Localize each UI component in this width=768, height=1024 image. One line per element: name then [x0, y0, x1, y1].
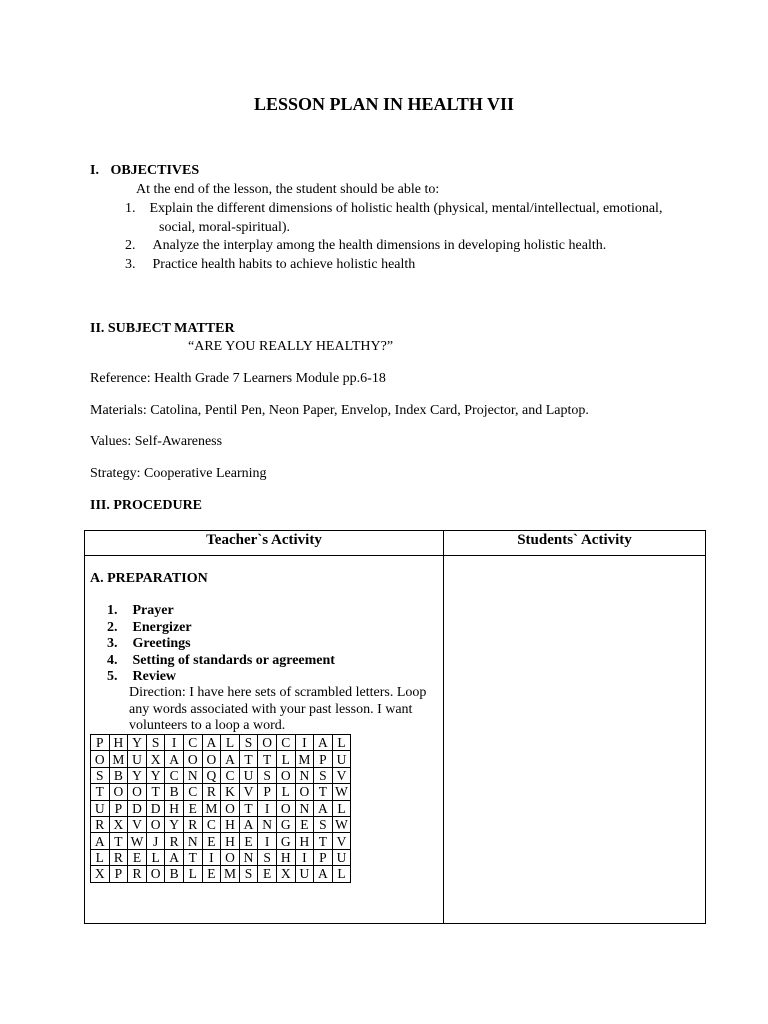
- grid-cell[interactable]: I: [258, 800, 277, 816]
- grid-cell[interactable]: O: [221, 849, 240, 865]
- grid-cell[interactable]: L: [221, 735, 240, 751]
- objective-text: Practice health habits to achieve holistic health: [152, 257, 416, 272]
- grid-cell[interactable]: S: [258, 849, 277, 865]
- objective-item-3: [125, 257, 415, 273]
- objective-num: 2.: [125, 238, 136, 253]
- grid-cell[interactable]: T: [109, 833, 128, 849]
- header-divider: [85, 555, 705, 556]
- grid-cell[interactable]: E: [202, 866, 221, 882]
- grid-cell[interactable]: C: [165, 767, 184, 783]
- grid-row: [91, 784, 351, 800]
- reference-line: Reference: Health Grade 7 Learners Module pp.6-18: [90, 371, 386, 386]
- grid-cell[interactable]: N: [295, 767, 314, 783]
- step-review: [107, 669, 176, 685]
- grid-cell[interactable]: N: [183, 833, 202, 849]
- grid-cell[interactable]: W: [332, 784, 351, 800]
- step-standards: [107, 653, 335, 669]
- grid-cell[interactable]: X: [146, 751, 165, 767]
- grid-cell[interactable]: O: [221, 800, 240, 816]
- grid-cell[interactable]: M: [202, 800, 221, 816]
- step-num: 4.: [107, 653, 118, 668]
- grid-row: [91, 833, 351, 849]
- grid-cell[interactable]: S: [239, 735, 258, 751]
- grid-cell[interactable]: H: [276, 849, 295, 865]
- grid-cell[interactable]: E: [258, 866, 277, 882]
- grid-cell[interactable]: S: [146, 735, 165, 751]
- grid-cell[interactable]: G: [276, 833, 295, 849]
- grid-row: [91, 800, 351, 816]
- grid-cell[interactable]: L: [332, 866, 351, 882]
- grid-cell[interactable]: Y: [128, 735, 147, 751]
- step-label: Prayer: [132, 603, 174, 618]
- grid-cell[interactable]: C: [221, 767, 240, 783]
- grid-cell[interactable]: C: [183, 735, 202, 751]
- grid-cell[interactable]: H: [221, 816, 240, 832]
- grid-cell[interactable]: R: [109, 849, 128, 865]
- grid-cell[interactable]: L: [276, 784, 295, 800]
- grid-cell[interactable]: I: [295, 849, 314, 865]
- materials-line: Materials: Catolina, Pentil Pen, Neon Paper, Envelop, Index Card, Projector, and Laptop.: [90, 403, 589, 418]
- step-num: 5.: [107, 669, 118, 684]
- grid-cell[interactable]: S: [91, 767, 110, 783]
- grid-cell[interactable]: T: [239, 751, 258, 767]
- grid-cell[interactable]: X: [276, 866, 295, 882]
- grid-cell[interactable]: L: [91, 849, 110, 865]
- grid-cell[interactable]: Y: [165, 816, 184, 832]
- grid-cell[interactable]: L: [276, 751, 295, 767]
- direction-line-3: volunteers to a loop a word.: [129, 718, 286, 733]
- grid-cell[interactable]: H: [165, 800, 184, 816]
- grid-cell[interactable]: A: [314, 866, 333, 882]
- grid-cell[interactable]: L: [332, 800, 351, 816]
- grid-cell[interactable]: W: [128, 833, 147, 849]
- grid-cell[interactable]: B: [109, 767, 128, 783]
- direction-line-2: any words associated with your past lesson. I want: [129, 702, 413, 717]
- grid-cell[interactable]: O: [91, 751, 110, 767]
- grid-cell[interactable]: P: [314, 849, 333, 865]
- values-line: Values: Self-Awareness: [90, 434, 223, 449]
- grid-cell[interactable]: O: [295, 784, 314, 800]
- step-energizer: [107, 620, 192, 636]
- step-num: 2.: [107, 620, 118, 635]
- grid-cell[interactable]: V: [332, 833, 351, 849]
- grid-cell[interactable]: P: [314, 751, 333, 767]
- grid-cell[interactable]: H: [109, 735, 128, 751]
- grid-cell[interactable]: S: [239, 866, 258, 882]
- grid-cell[interactable]: C: [202, 816, 221, 832]
- grid-cell[interactable]: C: [276, 735, 295, 751]
- objectives-heading-label: OBJECTIVES: [110, 163, 200, 178]
- step-greetings: [107, 636, 191, 652]
- grid-cell[interactable]: A: [165, 751, 184, 767]
- grid-cell[interactable]: T: [146, 784, 165, 800]
- objective-text: Analyze the interplay among the health dimensions in developing holistic health.: [152, 238, 607, 253]
- grid-cell[interactable]: Y: [146, 767, 165, 783]
- grid-cell[interactable]: S: [314, 767, 333, 783]
- procedure-heading: III. PROCEDURE: [90, 498, 203, 513]
- grid-cell[interactable]: T: [314, 833, 333, 849]
- grid-cell[interactable]: E: [128, 849, 147, 865]
- grid-cell[interactable]: N: [295, 800, 314, 816]
- column-divider: [443, 531, 444, 923]
- grid-cell[interactable]: M: [221, 866, 240, 882]
- word-search-grid: [90, 734, 351, 883]
- objective-item-2: [125, 238, 606, 254]
- grid-cell[interactable]: Q: [202, 767, 221, 783]
- grid-cell[interactable]: I: [295, 735, 314, 751]
- grid-row: [91, 866, 351, 882]
- step-label: Greetings: [132, 636, 191, 651]
- grid-cell[interactable]: P: [109, 866, 128, 882]
- grid-cell[interactable]: T: [91, 784, 110, 800]
- step-label: Review: [132, 669, 177, 684]
- objective-num: 1.: [125, 201, 136, 216]
- step-prayer: [107, 603, 174, 619]
- grid-cell[interactable]: D: [146, 800, 165, 816]
- grid-cell[interactable]: J: [146, 833, 165, 849]
- grid-cell[interactable]: A: [239, 816, 258, 832]
- objectives-heading: [90, 163, 199, 179]
- grid-cell[interactable]: U: [239, 767, 258, 783]
- strategy-line: Strategy: Cooperative Learning: [90, 466, 267, 481]
- grid-cell[interactable]: I: [165, 735, 184, 751]
- grid-cell[interactable]: Y: [128, 767, 147, 783]
- step-num: 3.: [107, 636, 118, 651]
- grid-cell[interactable]: X: [109, 816, 128, 832]
- direction-line-1: Direction: I have here sets of scrambled letters. Loop: [129, 685, 427, 700]
- grid-row: [91, 767, 351, 783]
- step-label: Energizer: [132, 620, 192, 635]
- grid-cell[interactable]: X: [91, 866, 110, 882]
- grid-cell[interactable]: R: [183, 816, 202, 832]
- grid-cell[interactable]: R: [91, 816, 110, 832]
- subject-matter-topic: “ARE YOU REALLY HEALTHY?”: [188, 339, 394, 354]
- grid-cell[interactable]: O: [276, 800, 295, 816]
- grid-cell[interactable]: O: [276, 767, 295, 783]
- teacher-activity-header: Teacher`s Activity: [206, 532, 322, 548]
- grid-cell[interactable]: L: [146, 849, 165, 865]
- grid-row: [91, 816, 351, 832]
- grid-cell[interactable]: L: [183, 866, 202, 882]
- grid-cell[interactable]: U: [332, 849, 351, 865]
- grid-cell[interactable]: P: [258, 784, 277, 800]
- grid-cell[interactable]: T: [258, 751, 277, 767]
- grid-cell[interactable]: N: [239, 849, 258, 865]
- grid-cell[interactable]: V: [239, 784, 258, 800]
- grid-cell[interactable]: U: [295, 866, 314, 882]
- grid-cell[interactable]: O: [183, 751, 202, 767]
- grid-cell[interactable]: A: [314, 800, 333, 816]
- objectives-intro: At the end of the lesson, the student should be able to:: [136, 182, 440, 197]
- students-activity-header: Students` Activity: [517, 532, 632, 548]
- grid-cell[interactable]: E: [239, 833, 258, 849]
- grid-cell[interactable]: A: [91, 833, 110, 849]
- grid-cell[interactable]: T: [239, 800, 258, 816]
- grid-cell[interactable]: H: [295, 833, 314, 849]
- grid-row: [91, 849, 351, 865]
- grid-cell[interactable]: C: [183, 784, 202, 800]
- grid-cell[interactable]: O: [146, 866, 165, 882]
- grid-cell[interactable]: G: [276, 816, 295, 832]
- grid-cell[interactable]: O: [109, 784, 128, 800]
- grid-cell[interactable]: P: [109, 800, 128, 816]
- page-title: LESSON PLAN IN HEALTH VII: [253, 94, 515, 114]
- grid-cell[interactable]: A: [202, 735, 221, 751]
- grid-cell[interactable]: W: [332, 816, 351, 832]
- grid-cell[interactable]: K: [221, 784, 240, 800]
- grid-cell[interactable]: V: [332, 767, 351, 783]
- grid-cell[interactable]: T: [314, 784, 333, 800]
- grid-cell[interactable]: M: [109, 751, 128, 767]
- objective-num: 3.: [125, 257, 136, 272]
- grid-row: [91, 751, 351, 767]
- grid-cell[interactable]: N: [258, 816, 277, 832]
- grid-cell[interactable]: P: [91, 735, 110, 751]
- grid-cell[interactable]: L: [332, 735, 351, 751]
- step-label: Setting of standards or agreement: [132, 653, 335, 668]
- grid-cell[interactable]: I: [202, 849, 221, 865]
- grid-cell[interactable]: D: [128, 800, 147, 816]
- grid-cell[interactable]: S: [314, 816, 333, 832]
- grid-cell[interactable]: O: [258, 735, 277, 751]
- grid-row: [91, 735, 351, 751]
- grid-cell[interactable]: N: [183, 767, 202, 783]
- objective-text: Explain the different dimensions of holistic health (physical, mental/intellectual, emotional,: [149, 201, 663, 216]
- subject-matter-heading: II. SUBJECT MATTER: [90, 321, 235, 336]
- grid-cell[interactable]: V: [128, 816, 147, 832]
- grid-cell[interactable]: U: [332, 751, 351, 767]
- grid-cell[interactable]: E: [202, 833, 221, 849]
- grid-cell[interactable]: A: [221, 751, 240, 767]
- grid-cell[interactable]: O: [202, 751, 221, 767]
- objective-item-1-continued: social, moral-spiritual).: [159, 220, 291, 235]
- grid-cell[interactable]: O: [128, 784, 147, 800]
- grid-cell[interactable]: E: [295, 816, 314, 832]
- grid-cell[interactable]: S: [258, 767, 277, 783]
- grid-cell[interactable]: A: [165, 849, 184, 865]
- grid-cell[interactable]: M: [295, 751, 314, 767]
- grid-cell[interactable]: B: [165, 784, 184, 800]
- grid-cell[interactable]: O: [146, 816, 165, 832]
- grid-cell[interactable]: R: [165, 833, 184, 849]
- grid-cell[interactable]: U: [128, 751, 147, 767]
- grid-cell[interactable]: U: [91, 800, 110, 816]
- objective-item-1: [125, 201, 662, 217]
- grid-cell[interactable]: I: [258, 833, 277, 849]
- grid-cell[interactable]: T: [183, 849, 202, 865]
- grid-cell[interactable]: B: [165, 866, 184, 882]
- objectives-heading-num: I.: [90, 163, 99, 178]
- grid-cell[interactable]: H: [221, 833, 240, 849]
- preparation-heading: A. PREPARATION: [90, 571, 208, 586]
- grid-cell[interactable]: E: [183, 800, 202, 816]
- grid-cell[interactable]: R: [202, 784, 221, 800]
- step-num: 1.: [107, 603, 118, 618]
- grid-cell[interactable]: R: [128, 866, 147, 882]
- grid-cell[interactable]: A: [314, 735, 333, 751]
